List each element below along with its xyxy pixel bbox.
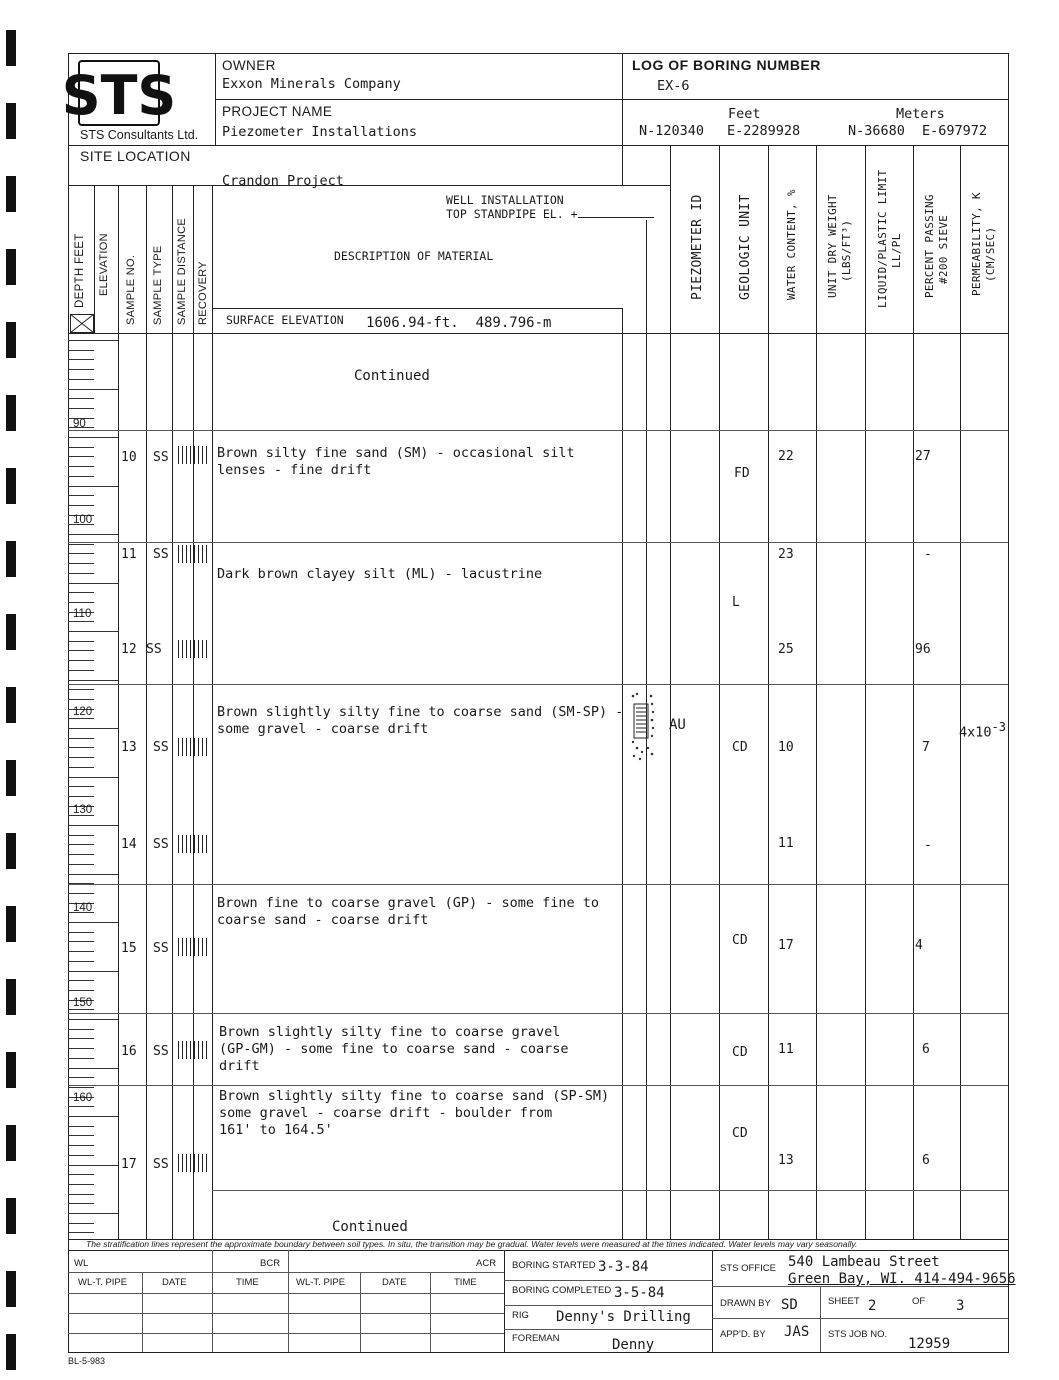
depth-tick <box>68 1087 94 1088</box>
depth-tick <box>68 486 118 487</box>
company-logo <box>61 60 177 128</box>
depth-tick <box>68 1135 94 1136</box>
wl-label: WL <box>74 1258 89 1269</box>
sample-no: 14 <box>121 837 137 852</box>
top-standpipe-label <box>446 207 654 221</box>
depth-tick <box>68 476 94 477</box>
depth-label: 160 <box>73 1092 93 1104</box>
percent-passing: 27 <box>915 449 931 464</box>
wl-pipe-label-2: WL-T. PIPE <box>296 1277 346 1288</box>
depth-tick <box>68 738 94 739</box>
site-label: SITE LOCATION <box>80 148 191 164</box>
water-content: 13 <box>778 1153 794 1168</box>
recovery-marks <box>178 1154 207 1172</box>
depth-tick <box>68 786 94 787</box>
depth-label: 150 <box>73 997 93 1009</box>
depth-tick <box>68 1106 94 1107</box>
description-heading: DESCRIPTION OF MATERIAL <box>334 249 494 263</box>
depth-tick <box>68 466 94 467</box>
depth-tick <box>68 932 94 933</box>
depth-tick <box>68 728 118 729</box>
recovery-marks <box>178 545 207 563</box>
depth-tick <box>68 379 94 380</box>
recovery-marks <box>178 835 207 853</box>
sts-job-value: 12959 <box>908 1336 951 1352</box>
depth-tick <box>68 369 94 370</box>
acr-label: ACR <box>476 1258 497 1269</box>
coord-n-meters: N-36680 <box>848 123 905 139</box>
geologic-unit: L <box>732 595 740 610</box>
water-content: 25 <box>778 642 794 657</box>
depth-tick <box>68 1116 118 1117</box>
wl-pipe-label: WL-T. PIPE <box>78 1277 128 1288</box>
depth-tick <box>68 1077 94 1078</box>
depth-tick <box>68 1184 94 1185</box>
depth-tick <box>68 825 118 826</box>
depth-tick <box>68 699 94 700</box>
depth-tick <box>68 544 94 545</box>
sample-type: SS <box>153 450 169 465</box>
depth-tick <box>68 796 94 797</box>
depth-label: 110 <box>73 608 92 620</box>
depth-tick <box>68 835 94 836</box>
depth-tick <box>68 874 118 875</box>
of-label: OF <box>912 1296 926 1307</box>
percent-passing: 4 <box>915 938 923 953</box>
col-sample-no: SAMPLE NO. <box>125 254 137 325</box>
coord-e-feet: E-2289928 <box>727 123 801 139</box>
depth-tick <box>68 864 94 865</box>
surface-elevation-label: SURFACE ELEVATION <box>226 313 344 327</box>
depth-tick <box>68 573 94 574</box>
depth-tick <box>68 592 94 593</box>
depth-tick <box>68 980 94 981</box>
sample-no: 17 <box>121 1157 137 1172</box>
boring-completed-label: BORING COMPLETED <box>512 1285 612 1296</box>
geologic-unit: CD <box>732 1126 748 1141</box>
sample-no: 11 <box>121 547 137 562</box>
depth-tick <box>68 534 118 535</box>
depth-tick <box>68 767 94 768</box>
col-piezometer: PIEZOMETER ID <box>690 194 705 300</box>
sample-type: SS <box>153 941 169 956</box>
drawn-by-value: SD <box>781 1297 798 1313</box>
depth-tick <box>68 1213 118 1214</box>
depth-tick <box>68 1145 94 1146</box>
depth-tick <box>68 757 94 758</box>
col-passing-1: PERCENT PASSING <box>923 194 936 298</box>
percent-passing: 6 <box>922 1153 930 1168</box>
rig-value: Denny's Drilling <box>556 1309 691 1325</box>
depth-tick <box>68 941 94 942</box>
depth-tick <box>68 350 94 351</box>
sample-no: 15 <box>121 941 137 956</box>
sheet-label: SHEET <box>828 1296 860 1307</box>
geologic-unit: FD <box>734 466 750 481</box>
time-label-2: TIME <box>454 1277 477 1288</box>
depth-tick <box>68 893 94 894</box>
sample-no: 16 <box>121 1044 137 1059</box>
depth-label: 140 <box>73 902 93 914</box>
depth-tick <box>68 951 94 952</box>
water-content: 11 <box>778 1042 794 1057</box>
office-address-1: 540 Lambeau Street <box>788 1254 940 1270</box>
depth-tick <box>68 1019 118 1020</box>
depth-tick <box>68 631 118 632</box>
col-sample-type: SAMPLE TYPE <box>152 245 164 325</box>
appd-by-label: APP'D. BY <box>720 1329 766 1340</box>
sts-office-label: STS OFFICE <box>720 1263 776 1274</box>
coord-e-meters: E-697972 <box>922 123 988 139</box>
percent-passing: - <box>924 547 932 562</box>
layer-description: Brown slightly silty fine to coarse sand (SM-SP) - some gravel - coarse drift <box>217 704 624 737</box>
col-elevation: ELEVATION <box>98 233 110 296</box>
recovery-marks <box>178 738 207 756</box>
layer-description: Dark brown clayey silt (ML) - lacustrine <box>217 566 543 582</box>
appd-by-value: JAS <box>784 1324 810 1340</box>
depth-tick <box>68 1126 94 1127</box>
layer-description: Brown silty fine sand (SM) - occasional silt lenses - fine drift <box>217 445 575 478</box>
depth-tick <box>68 990 94 991</box>
depth-tick <box>68 1009 94 1010</box>
coord-n-feet: N-120340 <box>639 123 705 139</box>
depth-tick <box>68 641 94 642</box>
depth-tick <box>68 670 94 671</box>
depth-tick <box>68 1038 94 1039</box>
sample-type: SS <box>153 547 169 562</box>
col-dry-weight-2: (LBS/FT³) <box>840 219 853 282</box>
owner-label: OWNER <box>222 58 276 73</box>
of-value: 3 <box>956 1298 965 1314</box>
water-content: 10 <box>778 740 794 755</box>
boring-started-label: BORING STARTED <box>512 1260 596 1271</box>
layer-description: Brown fine to coarse gravel (GP) - some fine to coarse sand - coarse drift <box>217 895 600 928</box>
percent-passing: 6 <box>922 1042 930 1057</box>
log-value: EX-6 <box>657 78 690 94</box>
depth-tick <box>68 961 94 962</box>
sample-type: SS <box>153 1157 169 1172</box>
depth-tick <box>68 1203 94 1204</box>
permeability-value <box>959 720 1006 741</box>
depth-tick <box>68 1194 94 1195</box>
standpipe-blank <box>578 217 654 218</box>
depth-tick <box>68 1155 94 1156</box>
percent-passing: 96 <box>915 642 931 657</box>
col-liquid-2: LL/PL <box>890 233 903 268</box>
depth-x-box <box>70 314 94 333</box>
depth-tick <box>68 1048 94 1049</box>
time-label: TIME <box>236 1277 259 1288</box>
sheet-value: 2 <box>868 1298 877 1314</box>
depth-label: 100 <box>73 514 93 526</box>
geologic-unit: CD <box>732 740 748 755</box>
foreman-label: FOREMAN <box>512 1333 560 1344</box>
piezometer-screen-graphic <box>630 690 660 762</box>
depth-tick <box>68 689 94 690</box>
depth-tick <box>68 971 118 972</box>
recovery-marks <box>178 446 207 464</box>
meters-label: Meters <box>896 106 945 122</box>
col-water: WATER CONTENT, % <box>785 189 798 300</box>
log-label: LOG OF BORING NUMBER <box>632 57 821 73</box>
col-sample-distance: SAMPLE DISTANCE <box>176 218 188 325</box>
layer-description: Brown slightly silty fine to coarse sand (SP-SM) some gravel - coarse drift - boulder from 161' to 164.5' <box>219 1088 610 1138</box>
site-value: Crandon Project <box>222 173 344 189</box>
depth-label: 90 <box>73 418 86 430</box>
well-installation-label: WELL INSTALLATION <box>446 193 564 207</box>
depth-tick <box>68 747 94 748</box>
sample-type: SS <box>153 740 169 755</box>
depth-tick <box>68 922 118 923</box>
permeability-base: 4x10 <box>959 724 992 741</box>
company-name: STS Consultants Ltd. <box>80 128 199 142</box>
water-content: 22 <box>778 449 794 464</box>
date-label: DATE <box>162 1277 187 1288</box>
foreman-value: Denny <box>612 1337 655 1353</box>
depth-tick <box>68 718 94 719</box>
sample-type: SS <box>146 642 162 657</box>
rig-label: RIG <box>512 1310 529 1321</box>
geologic-unit: CD <box>732 1045 748 1060</box>
col-perm-1: PERMEABILITY, K <box>970 192 983 296</box>
water-content: 23 <box>778 547 794 562</box>
continued-bottom: Continued <box>332 1219 408 1235</box>
recovery-marks <box>178 640 207 658</box>
depth-tick <box>68 680 118 681</box>
boring-completed-value: 3-5-84 <box>614 1285 665 1301</box>
permeability-exponent: -3 <box>991 720 1006 734</box>
bcr-label: BCR <box>260 1258 281 1269</box>
depth-tick <box>68 505 94 506</box>
boring-started-value: 3-3-84 <box>598 1259 649 1275</box>
surface-elevation-value: 1606.94-ft. 489.796-m <box>366 315 552 331</box>
form-code: BL-5-983 <box>68 1356 106 1366</box>
depth-tick <box>68 1068 118 1069</box>
layer-description: Brown slightly silty fine to coarse gravel (GP-GM) - some fine to coarse sand - coarse drift <box>219 1024 569 1074</box>
depth-tick <box>68 777 118 778</box>
depth-tick <box>68 602 94 603</box>
date-label-2: DATE <box>382 1277 407 1288</box>
col-recovery: RECOVERY <box>197 261 209 325</box>
geologic-unit: CD <box>732 933 748 948</box>
depth-tick <box>68 660 94 661</box>
depth-tick <box>68 553 94 554</box>
depth-tick <box>68 1232 94 1233</box>
depth-tick <box>68 844 94 845</box>
depth-tick <box>68 437 118 438</box>
sample-no: 13 <box>121 740 137 755</box>
recovery-marks <box>178 938 207 956</box>
depth-label: 120 <box>73 706 93 718</box>
sample-no: 12 <box>121 642 137 657</box>
project-label: PROJECT NAME <box>222 104 333 119</box>
water-content: 17 <box>778 938 794 953</box>
depth-tick <box>68 398 94 399</box>
water-content: 11 <box>778 836 794 851</box>
depth-tick <box>68 1058 94 1059</box>
feet-label: Feet <box>728 106 761 122</box>
owner-value: Exxon Minerals Company <box>222 76 401 92</box>
project-value: Piezometer Installations <box>222 124 418 140</box>
sample-no: 10 <box>121 450 137 465</box>
piezometer-id: AU <box>669 717 686 733</box>
sts-job-label: STS JOB NO. <box>828 1329 888 1340</box>
depth-tick <box>68 650 94 651</box>
drawn-by-label: DRAWN BY <box>720 1298 771 1309</box>
depth-tick <box>68 621 94 622</box>
top-standpipe-text: TOP STANDPIPE EL. + <box>446 207 578 221</box>
depth-tick <box>68 563 94 564</box>
depth-tick <box>68 1029 94 1030</box>
percent-passing: 7 <box>922 740 930 755</box>
depth-tick <box>68 495 94 496</box>
office-address-2: Green Bay, WI. 414-494-9656 <box>788 1271 1016 1287</box>
depth-tick <box>68 1165 118 1166</box>
col-liquid-1: LIQUID/PLASTIC LIMIT <box>876 169 889 308</box>
disclaimer: The stratification lines represent the approximate boundary between soil types. In situ, the transition may be gradual. Water levels were measured at the times indicated. Water levels may vary seasonally. <box>86 1239 858 1249</box>
depth-tick <box>68 389 118 390</box>
recovery-marks <box>178 1041 207 1059</box>
sample-type: SS <box>153 1044 169 1059</box>
depth-tick <box>68 456 94 457</box>
depth-tick <box>68 1223 94 1224</box>
depth-tick <box>68 583 118 584</box>
depth-tick <box>68 359 94 360</box>
col-perm-2: (CM/SEC) <box>984 226 997 282</box>
depth-tick <box>68 408 94 409</box>
percent-passing: - <box>924 838 932 853</box>
col-geologic: GEOLOGIC UNIT <box>738 194 753 300</box>
depth-tick <box>68 340 118 341</box>
col-passing-2: #200 SIEVE <box>937 214 950 284</box>
depth-tick <box>68 854 94 855</box>
logo-text: STS <box>61 64 177 127</box>
sample-type: SS <box>153 837 169 852</box>
depth-tick <box>68 1174 94 1175</box>
col-depth: DEPTH FEET <box>74 233 86 308</box>
col-dry-weight-1: UNIT DRY WEIGHT <box>826 194 839 298</box>
depth-tick <box>68 447 94 448</box>
continued-top: Continued <box>354 368 430 384</box>
depth-label: 130 <box>73 804 93 816</box>
